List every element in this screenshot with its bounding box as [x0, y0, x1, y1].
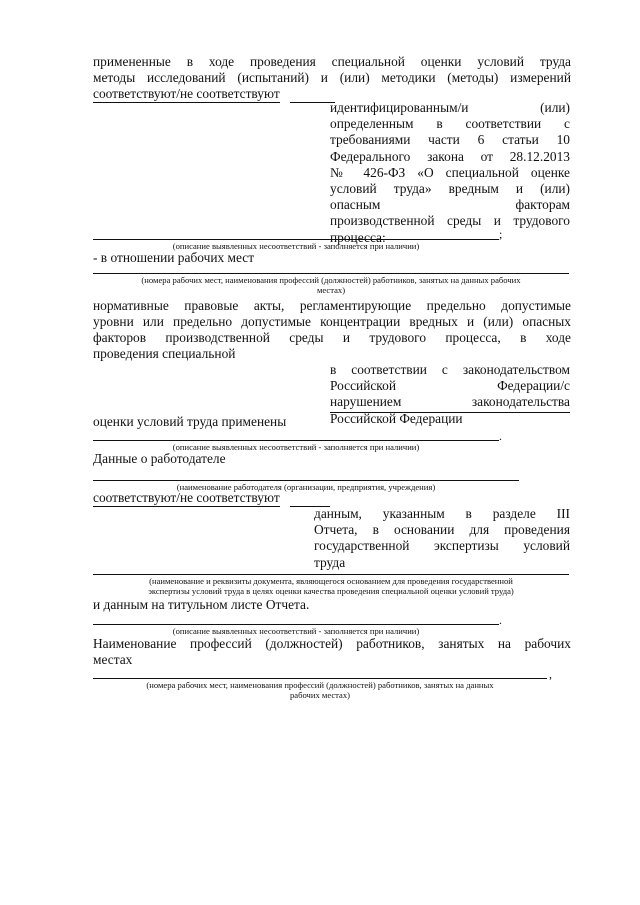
right-col-2-underline	[330, 412, 570, 413]
professions-heading-line-2: местах	[93, 652, 133, 667]
right-col-1-line-7: опасным факторам	[330, 197, 570, 213]
caption-7-line-2: рабочих местах)	[289, 690, 351, 700]
caption-4: (наименование работодателя (организации, предприятия, учреждения)	[176, 482, 436, 492]
fill-line-7	[93, 678, 547, 679]
employer-heading: Данные о работодателе	[93, 451, 226, 466]
right-col-1-line-9: процесса:	[330, 229, 386, 245]
norms-line-2: уровни или предельно допустимые концентрации вредных и (или) опасных	[93, 314, 571, 329]
norms-line-5: оценки условий труда применены	[93, 414, 287, 429]
status-underlined: соответствуют/не соответствуют	[93, 86, 280, 101]
right-col-1-line-6: условий труда» вредным и (или)	[330, 181, 570, 197]
status-underlined-2: соответствуют/не соответствуют	[93, 490, 280, 505]
status-text-1	[93, 86, 280, 102]
caption-5-line-2: экспертизы условий труда в целях оценки качества проведения специальной оценки условий труда)	[148, 586, 514, 596]
norms-line-1: нормативные правовые акты, регламентирующие предельно допустимые	[93, 298, 571, 313]
caption-2-line-2: местах)	[316, 285, 346, 295]
right-col-1-line-1: идентифицированным/и (или)	[330, 100, 570, 115]
right-col-2-line-3: нарушением законодательства	[330, 394, 570, 410]
caption-1: (описание выявленных несоответствий - заполняется при наличии)	[172, 241, 420, 251]
right-column-2	[330, 362, 570, 427]
right-col-2-line-2: Российской Федерации/с	[330, 378, 570, 394]
right-col-3-line-2: Отчета, в основании для проведения	[314, 522, 570, 538]
end-mark-1: ;	[499, 227, 503, 241]
professions-heading-line-1: Наименование профессий (должностей) работников, занятых на рабочих	[93, 636, 571, 651]
right-col-2-line-1: в соответствии с законодательством	[330, 362, 570, 377]
end-mark-3: .	[499, 429, 502, 443]
fill-line-5	[93, 574, 569, 575]
end-mark-5: ,	[549, 667, 552, 681]
fill-line-6	[93, 624, 499, 625]
end-mark-4: .	[499, 613, 502, 627]
fill-line-3	[93, 440, 499, 441]
norms-line-3: факторов производственной среды и трудового процесса, в ходе	[93, 330, 571, 345]
right-col-3-line-1: данным, указанным в разделе III	[314, 506, 570, 521]
right-col-3-line-4: труда	[314, 554, 346, 570]
caption-7-line-1: (номера рабочих мест, наименования профессий (должностей) работников, занятых на данных	[146, 680, 494, 690]
title-sheet-line: и данным на титульном листе Отчета.	[93, 597, 310, 612]
fill-line-4	[93, 480, 519, 481]
norms-line-4: проведения специальной	[93, 346, 236, 361]
right-col-1-line-4: Федерального закона от 28.12.2013	[330, 148, 570, 164]
caption-5-line-1: (наименование и реквизиты документа, являющегося основанием для проведения государственной	[149, 576, 513, 586]
right-col-1-line-2: определенным в соответствии с	[330, 116, 570, 132]
caption-6: (описание выявленных несоответствий - заполняется при наличии)	[172, 626, 420, 636]
status-fill-line	[290, 102, 335, 103]
intro-line-1: примененные в ходе проведения специальной оценки условий труда	[93, 54, 571, 69]
right-col-2-line-4: Российской Федерации	[330, 410, 463, 426]
right-col-1-line-5: № 426-ФЗ «О специальной оценке	[330, 164, 570, 180]
caption-3: (описание выявленных несоответствий - заполняется при наличии)	[172, 442, 420, 452]
status-text-2	[93, 490, 280, 506]
right-column-3	[314, 506, 570, 571]
caption-2-line-1: (номера рабочих мест, наименования профессий (должностей) работников, занятых на данных рабочих	[141, 275, 521, 285]
intro-line-2: методы исследований (испытаний) и (или) методики (методы) измерений	[93, 70, 571, 85]
right-col-1-line-8: производственной среды и трудового	[330, 213, 570, 229]
right-col-1-line-3: требованиями части 6 статьи 10	[330, 132, 570, 148]
fill-line-1	[93, 239, 499, 240]
right-column-1	[330, 100, 570, 246]
right-col-3-line-3: государственной экспертизы условий	[314, 538, 570, 554]
workplaces-heading: - в отношении рабочих мест	[93, 250, 255, 265]
fill-line-2	[93, 273, 569, 274]
